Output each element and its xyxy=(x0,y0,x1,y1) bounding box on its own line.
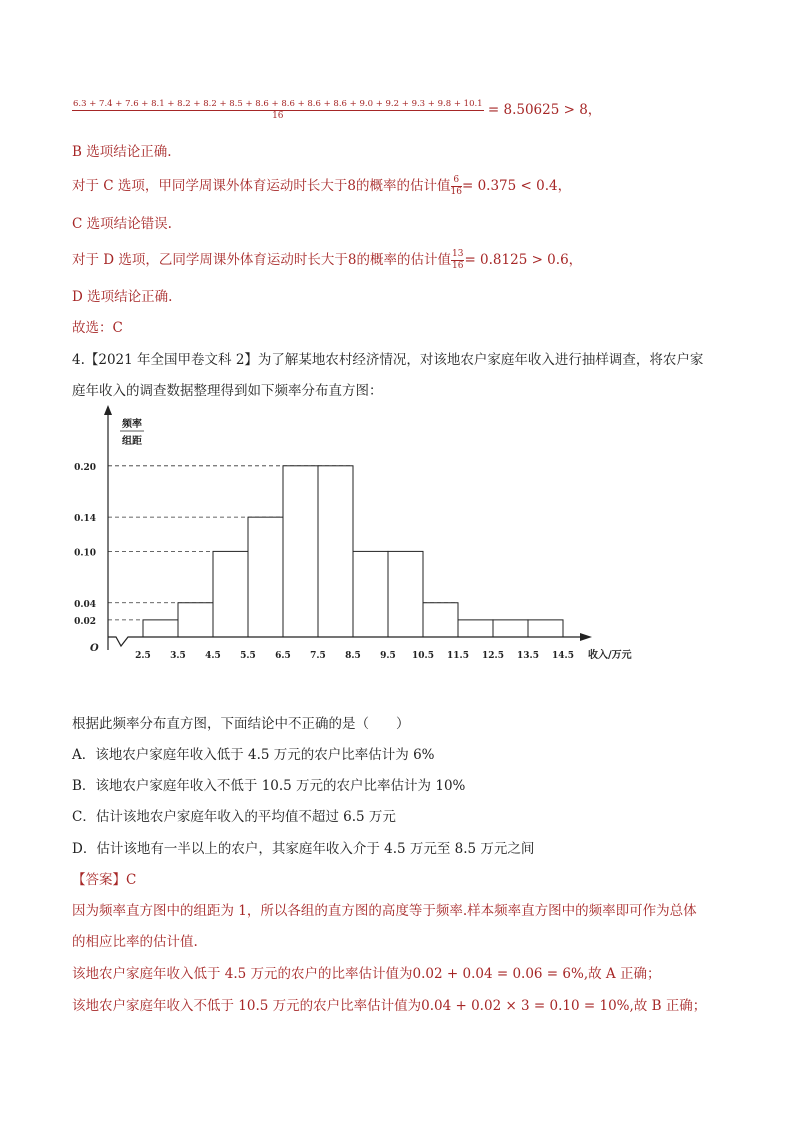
line-c-frac-num: 6 xyxy=(451,176,462,187)
option-a: A．该地农户家庭年收入低于 4.5 万元的农户比率估计为 6% xyxy=(72,747,435,763)
line-c-conclusion: C 选项结论错误. xyxy=(72,216,172,232)
option-d: D．估计该地有一半以上的农户，其家庭年收入介于 4.5 万元至 8.5 万元之间 xyxy=(72,841,535,857)
y-tick-label-1: 0.04 xyxy=(74,599,96,610)
line-c-frac-den: 16 xyxy=(450,187,462,197)
y-axis-label-bottom: 组距 xyxy=(122,436,142,447)
answer-choice-line: 故选：C xyxy=(72,320,123,336)
x-tick-label-0: 2.5 xyxy=(135,651,151,661)
frequency-histogram xyxy=(74,405,640,675)
x-tick-label-10: 12.5 xyxy=(482,651,504,661)
x-axis-arrow xyxy=(580,633,592,641)
x-tick-label-9: 11.5 xyxy=(447,651,469,661)
answer-label: 【答案】C xyxy=(72,872,137,888)
x-tick-label-12: 14.5 xyxy=(552,651,574,661)
mean-numerator: 6.3 + 7.4 + 7.6 + 8.1 + 8.2 + 8.2 + 8.5 + 8.6 + 8.6 + 8.6 + 8.6 + 9.0 + 9.2 + 9.3 + 9.8 + 10.1 xyxy=(73,99,483,110)
mean-denominator: 16 xyxy=(272,110,284,121)
explanation-line3: 该地农户家庭年收入低于 4.5 万元的农户的比率估计值为0.02 + 0.04 = 0.06 = 6%,故 A 正确； xyxy=(72,966,661,982)
line-d-text: 对于 D 选项，乙同学周课外体育运动时长大于8的概率的估计值 xyxy=(72,252,451,268)
y-tick-label-3: 0.14 xyxy=(74,514,96,525)
question-4-stem-line1: 4.【2021 年全国甲卷文科 2】为了解某地农村经济情况，对该地农户家庭年收入进行抽样调查，将农户家 xyxy=(72,352,704,368)
histogram-bar-11 xyxy=(528,620,563,637)
x-tick-label-3: 5.5 xyxy=(240,651,256,661)
x-tick-label-7: 9.5 xyxy=(380,651,396,661)
histogram-bar-1 xyxy=(178,603,213,637)
option-b: B．该地农户家庭年收入不低于 10.5 万元的农户比率估计为 10% xyxy=(72,778,466,794)
y-tick-label-0: 0.02 xyxy=(74,616,96,627)
x-tick-label-4: 6.5 xyxy=(275,651,291,661)
mean-fraction xyxy=(72,100,484,121)
line-d-conclusion: D 选项结论正确. xyxy=(72,289,173,305)
option-c: C．估计该地农户家庭年收入的平均值不超过 6.5 万元 xyxy=(72,809,396,825)
y-axis-arrow xyxy=(104,405,112,415)
line-c-text: 对于 C 选项，甲同学周课外体育运动时长大于8的概率的估计值 xyxy=(72,178,451,194)
line-d-fraction xyxy=(451,250,464,271)
histogram-bar-6 xyxy=(353,551,388,637)
line-d-result: = 0.8125 > 0.6， xyxy=(464,252,583,268)
y-tick-label-4: 0.20 xyxy=(74,462,96,473)
x-tick-label-6: 8.5 xyxy=(345,651,361,661)
histogram-bar-10 xyxy=(493,620,528,637)
question-prompt: 根据此频率分布直方图，下面结论中不正确的是（ ） xyxy=(72,716,410,732)
histogram-bar-3 xyxy=(248,517,283,637)
explanation-line2: 的相应比率的估计值. xyxy=(72,934,198,950)
mean-formula xyxy=(72,100,601,121)
x-axis-label: 收入/万元 xyxy=(588,650,632,661)
histogram-bar-5 xyxy=(318,466,353,637)
histogram-bar-8 xyxy=(423,603,458,637)
line-d-estimate xyxy=(72,250,582,271)
question-4-stem-line2: 庭年收入的调查数据整理得到如下频率分布直方图： xyxy=(72,383,383,399)
mean-result: = 8.50625 > 8， xyxy=(487,102,602,118)
line-c-fraction xyxy=(451,176,462,197)
x-axis-line xyxy=(108,637,580,646)
line-d-frac-num: 13 xyxy=(452,249,464,259)
histogram-bar-7 xyxy=(388,551,423,637)
explanation-line4: 该地农户家庭年收入不低于 10.5 万元的农户比率估计值为0.04 + 0.02 × 3 = 0.10 = 10%,故 B 正确； xyxy=(72,998,707,1014)
histogram-bar-9 xyxy=(458,620,493,637)
line-d-frac-den: 16 xyxy=(452,261,464,271)
x-tick-label-1: 3.5 xyxy=(170,651,186,661)
line-c-result: = 0.375 < 0.4， xyxy=(461,178,572,194)
histogram-bar-4 xyxy=(283,466,318,637)
x-tick-label-2: 4.5 xyxy=(205,651,221,661)
histogram-bar-2 xyxy=(213,551,248,637)
line-b-conclusion: B 选项结论正确. xyxy=(72,144,172,160)
origin-label: O xyxy=(90,643,99,654)
y-axis-label-top: 频率 xyxy=(122,419,142,430)
explanation-line1: 因为频率直方图中的组距为 1，所以各组的直方图的高度等于频率.样本频率直方图中的频率即可作为总体 xyxy=(72,903,697,919)
x-tick-label-5: 7.5 xyxy=(310,651,326,661)
line-c-estimate xyxy=(72,176,571,197)
x-tick-label-8: 10.5 xyxy=(412,651,434,661)
histogram-bar-0 xyxy=(143,620,178,637)
x-tick-label-11: 13.5 xyxy=(517,651,539,661)
y-tick-label-2: 0.10 xyxy=(74,548,96,559)
